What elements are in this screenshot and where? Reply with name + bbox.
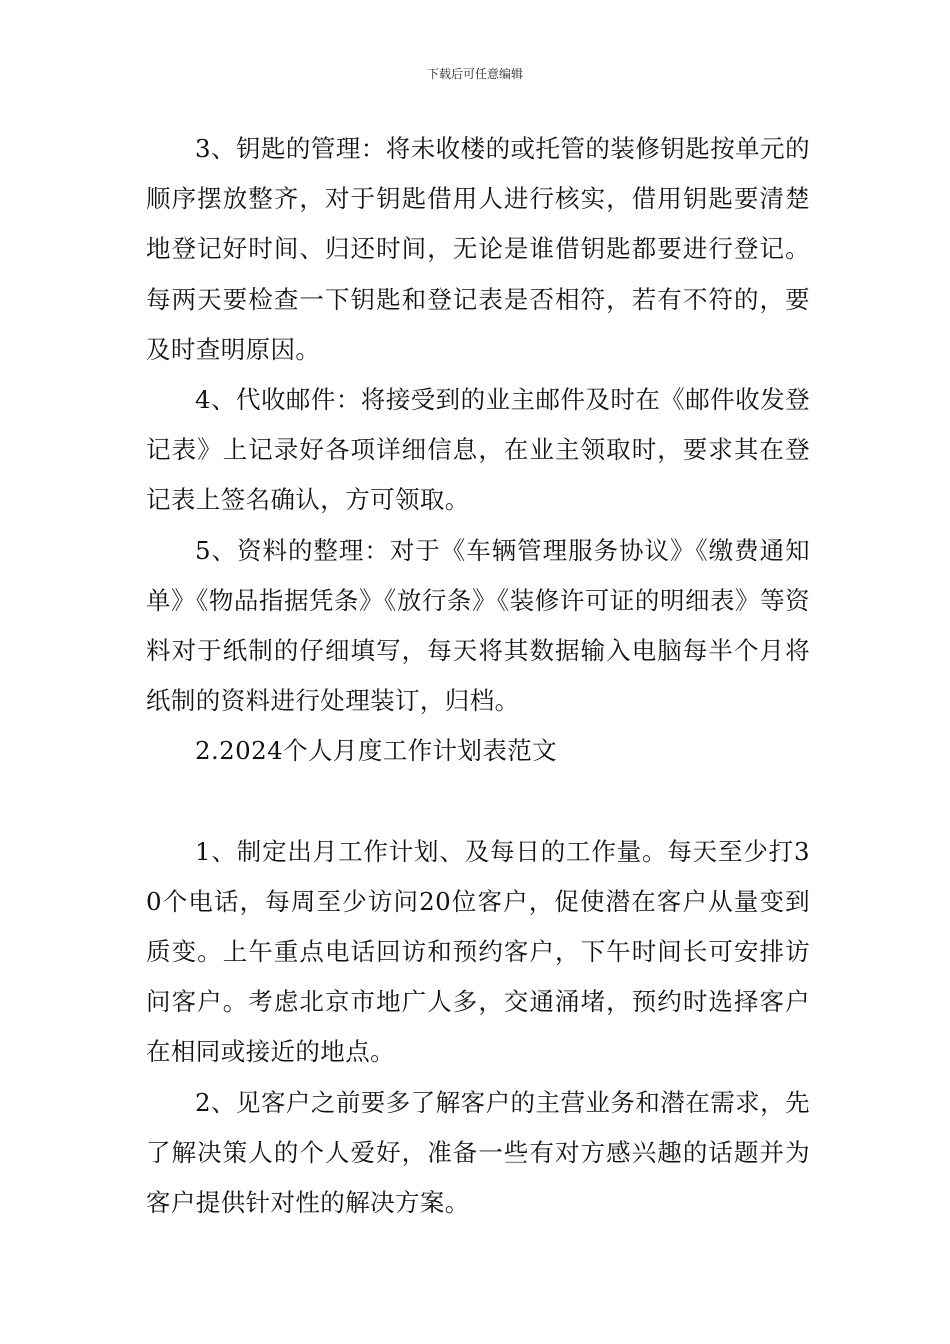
paragraph-monthly-plan: 1、制定出月工作计划、及每日的工作量。每天至少打30个电话，每周至少访问20位客户，促使潜在客户从量变到质变。上午重点电话回访和预约客户，下午时间长可安排访问客户。考虑北京市地广人多，交通涌堵，预约时选择客户在相同或接近的地点。 (146, 836, 810, 1067)
document-body (146, 124, 810, 1228)
paragraph-key-management: 3、钥匙的管理：将未收楼的或托管的装修钥匙按单元的顺序摆放整齐，对于钥匙借用人进行核实，借用钥匙要清楚地登记好时间、归还时间，无论是谁借钥匙都要进行登记。每两天要检查一下钥匙和登记表是否相符，若有不符的，要及时查明原因。 (146, 134, 810, 364)
section-title: 2.2024个人月度工作计划表范文 (195, 736, 558, 766)
paragraph-mail-collection: 4、代收邮件：将接受到的业主邮件及时在《邮件收发登记表》上记录好各项详细信息，在业主领取时，要求其在登记表上签名确认，方可领取。 (146, 385, 810, 515)
page-header-note: 下载后可任意编辑 (426, 67, 523, 81)
blank-line (146, 777, 810, 827)
paragraph-client-preparation: 2、见客户之前要多了解客户的主营业务和潜在需求，先了解决策人的个人爱好，准备一些有对方感兴趣的话题并为客户提供针对性的解决方案。 (146, 1087, 810, 1218)
paragraph-document-organizing: 5、资料的整理：对于《车辆管理服务协议》《缴费通知单》《物品指据凭条》《放行条》《装修许可证的明细表》等资料对于纸制的仔细填写，每天将其数据输入电脑每半个月将纸制的资料进行处理装订，归档。 (146, 535, 810, 716)
